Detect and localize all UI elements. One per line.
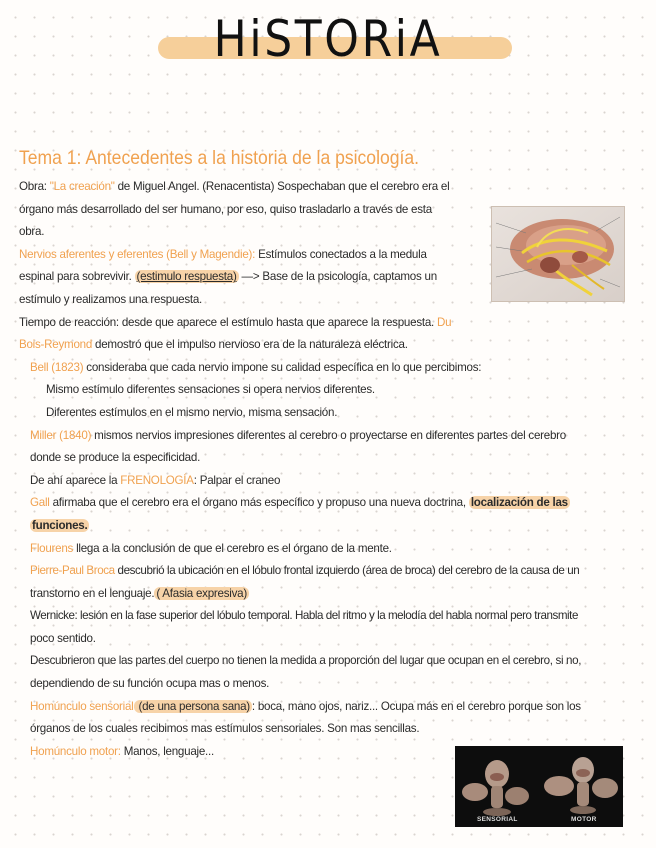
highlight-mark: funciones. — [32, 518, 88, 532]
note-line: Mismo estímulo diferentes sensaciones si opera nervios diferentes. — [46, 383, 375, 397]
note-line: Miller (1840) mismos nervios impresiones diferentes al cerebro o proyectarse en diferentes partes del cerebro — [30, 428, 566, 442]
note-line: donde se produce la especificidad. — [30, 451, 201, 465]
title-block — [0, 6, 656, 82]
homunculus-image — [455, 746, 623, 827]
motor-label: MOTOR — [571, 816, 597, 823]
note-line: estímulo y realizamos una respuesta. — [19, 292, 203, 306]
note-line: Flourens llega a la conclusión de que el cerebro es el órgano de la mente. — [30, 541, 392, 555]
note-line: De ahí aparece la FRENOLOGÍA: Palpar el craneo — [30, 473, 281, 487]
note-line: dependiendo de su función ocupa mas o menos. — [30, 677, 270, 691]
note-line: órgano más desarrollado del ser humano, por eso, quiso trasladarlo a través de esta — [19, 202, 432, 216]
note-line: Homúnculo sensorial (de una persona sana) : boca, mano ojos, nariz... Ocupa más en el cerebro porque son los — [30, 699, 581, 713]
highlight-mark: (de una persona sana) — [135, 699, 250, 713]
page-title: HiSTORiA — [213, 10, 443, 68]
brain-anatomy-image — [491, 206, 625, 302]
note-line: Homúnculo motor: Manos, lenguaje... — [30, 744, 214, 758]
note-line: Gall afirmaba que el cerebro era el órgano más específico y propuso una nueva doctrina, localización de las — [30, 496, 568, 510]
note-line — [19, 515, 639, 538]
note-line: Obra: "La creación" de Miguel Angel. (Renacentista) Sospechaban que el cerebro era el — [19, 180, 450, 193]
sensorial-label: SENSORIAL — [477, 816, 518, 823]
highlight-mark: localización de las — [470, 496, 568, 510]
note-line: espinal para sobrevivir. (estimulo respuesta) —> Base de la psicología, captamos un — [19, 270, 437, 284]
homunculus-illustration — [455, 746, 623, 827]
highlight-mark: (estimulo respuesta) — [136, 270, 237, 284]
note-line: poco sentido. — [30, 631, 96, 645]
note-line: Pierre-Paul Broca descubrió la ubicación en el lóbulo frontal izquierdo (área de broca) del cerebro de la causa de un — [30, 564, 580, 578]
note-line: Tiempo de reacción: desde que aparece el estímulo hasta que aparece la respuesta. Du — [19, 315, 452, 329]
note-line: transtorno en el lenguaje. ( Afasia expresiva) — [30, 586, 247, 600]
highlight-mark: ( Afasia expresiva) — [156, 586, 247, 600]
brain-illustration — [492, 207, 624, 301]
note-line: Wernicke: lesión en la fase superior del lóbulo temporal. Habla del ritmo y la melodía del habla normal pero transmite — [30, 609, 578, 623]
note-line: Diferentes estímulos en el mismo nervio, misma sensación. — [46, 405, 338, 419]
note-line: Descubrieron que las partes del cuerpo no tienen la medida a proporción del lugar que ocupan en el cerebro, si no, — [30, 654, 582, 668]
note-line: órganos de los cuales recibimos mas estímulos sensoriales. Son mas sencillas. — [30, 722, 420, 736]
note-line: obra. — [19, 225, 45, 239]
note-line: Bois-Reymond demostró que el impulso nervioso era de la naturaleza eléctrica. — [19, 338, 408, 352]
note-line: Nervios aferentes y eferentes (Bell y Magendie): Estímulos conectados a la medula — [19, 247, 427, 261]
note-line: Bell (1823) consideraba que cada nervio impone su calidad específica en lo que percibimos: — [30, 360, 482, 374]
section-heading: Tema 1: Antecedentes a la historia de la psicología. — [19, 147, 420, 169]
